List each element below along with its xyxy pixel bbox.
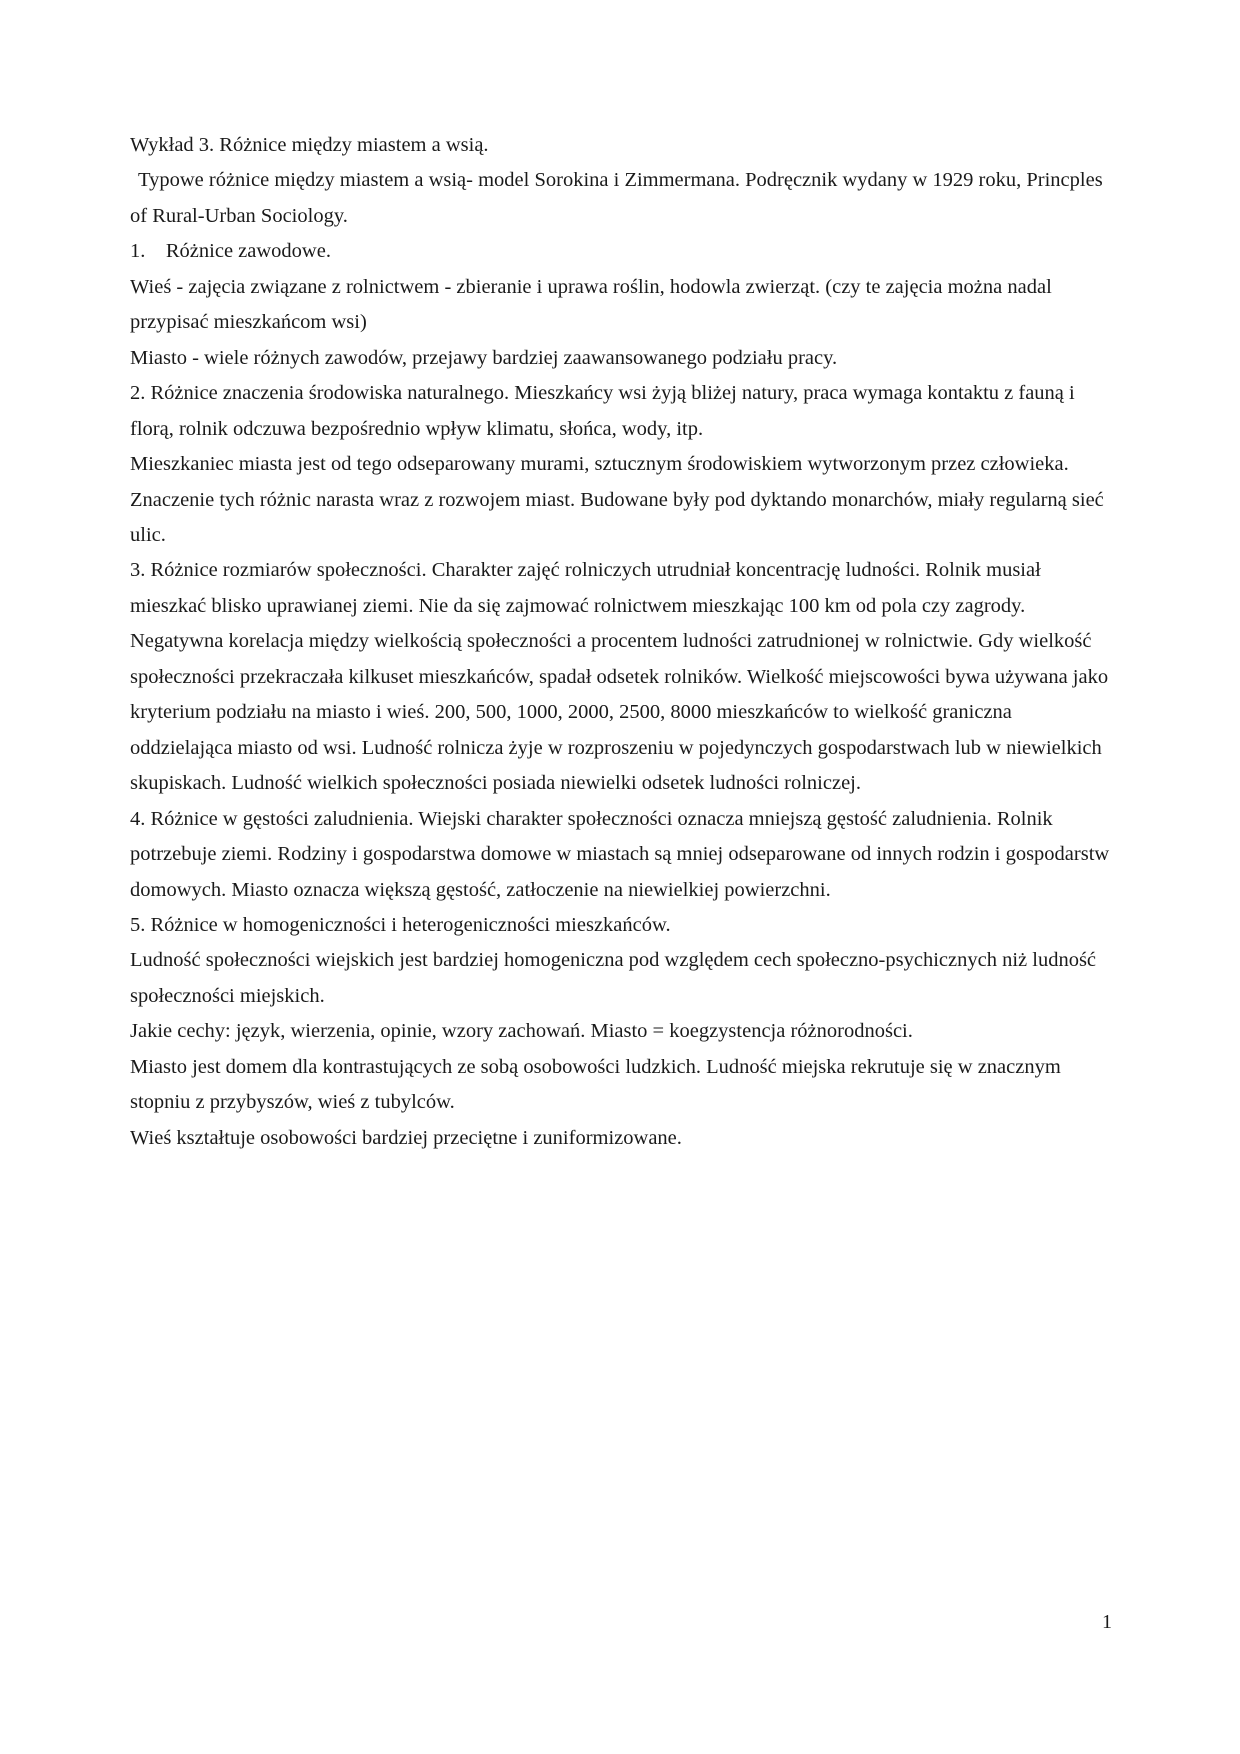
paragraph-village-personalities: Wieś kształtuje osobowości bardziej przeciętne i zuniformizowane. xyxy=(130,1126,682,1149)
paragraph-intro: Typowe różnice między miastem a wsią- model Sorokina i Zimmermana. Podręcznik wydany w 1929 roku, Princples of Rural-Urban Sociology. xyxy=(130,169,1103,227)
paragraph-title: Wykład 3. Różnice między miastem a wsią. xyxy=(130,134,489,156)
page-number: 1 xyxy=(1102,1611,1112,1633)
paragraph-item-5-homogeneity: Ludność społeczności wiejskich jest bardziej homogeniczna pod względem cech społeczno-psychicznych niż ludność społeczności miejskich. xyxy=(130,949,1097,1007)
paragraph-village-occupations: Wieś - zajęcia związane z rolnictwem - zbieranie i uprawa roślin, hodowla zwierząt. (czy te zajęcia można nadal przypisać mieszkańcom wsi) xyxy=(130,275,1052,334)
paragraph-item-1-heading: 1. Różnice zawodowe. xyxy=(130,240,331,263)
paragraph-item-3: 3. Różnice rozmiarów społeczności. Charakter zajęć rolniczych utrudniał koncentrację ludności. Rolnik musiał mieszkać blisko uprawianej ziemi. Nie da się zajmować rolnictwem mieszkając 100 km od pola czy zagrody. Negatywna korelacja między wielkością społeczności a procentem ludności zatrudnionej w rolnictwie. Gdy wielkość społeczności przekraczała kilkuset mieszkańców, spadał odsetek rolników. Wielkość miejscowości bywa używana jako kryterium podziału na miasto i wieś. 200, 500, 1000, 2000, 2500, 8000 mieszkańców to wielkość graniczna oddzielająca miasto od wsi. Ludność rolnicza żyje w rozproszeniu w pojedynczych gospodarstwach lub w niewielkich skupiskach. Ludność wielkich społeczności posiada niewielki odsetek ludności rolniczej. xyxy=(130,559,1109,795)
paragraph-city-occupations: Miasto - wiele różnych zawodów, przejawy bardziej zaawansowanego podziału pracy. xyxy=(130,346,838,369)
paragraph-item-5-traits: Jakie cechy: język, wierzenia, opinie, wzory zachowań. Miasto = koegzystencja różnorodności. xyxy=(130,1020,913,1043)
paragraph-city-personalities: Miasto jest domem dla kontrastujących ze sobą osobowości ludzkich. Ludność miejska rekrutuje się w znacznym stopniu z przybyszów, wieś z tubylców. xyxy=(130,1055,1061,1114)
paragraph-item-2-continued: Mieszkaniec miasta jest od tego odseparowany murami, sztucznym środowiskiem wytworzonym przez człowieka. Znaczenie tych różnic narasta wraz z rozwojem miast. Budowane były pod dyktando monarchów, miały regularną sieć ulic. xyxy=(130,453,1104,546)
paragraph-item-4: 4. Różnice w gęstości zaludnienia. Wiejski charakter społeczności oznacza mniejszą gęstość zaludnienia. Rolnik potrzebuje ziemi. Rodziny i gospodarstwa domowe w miastach są mniej odseparowane od innych rodzin i gospodarstw domowych. Miasto oznacza większą gęstość, zatłoczenie na niewielkiej powierzchni. xyxy=(130,807,1110,901)
paragraph-item-5-heading: 5. Różnice w homogeniczności i heterogeniczności mieszkańców. xyxy=(130,913,671,936)
document-body xyxy=(130,128,1110,1156)
paragraph-item-2: 2. Różnice znaczenia środowiska naturalnego. Mieszkańcy wsi żyją bliżej natury, praca wymaga kontaktu z fauną i florą, rolnik odczuwa bezpośrednio wpływ klimatu, słońca, wody, itp. xyxy=(130,382,1075,440)
